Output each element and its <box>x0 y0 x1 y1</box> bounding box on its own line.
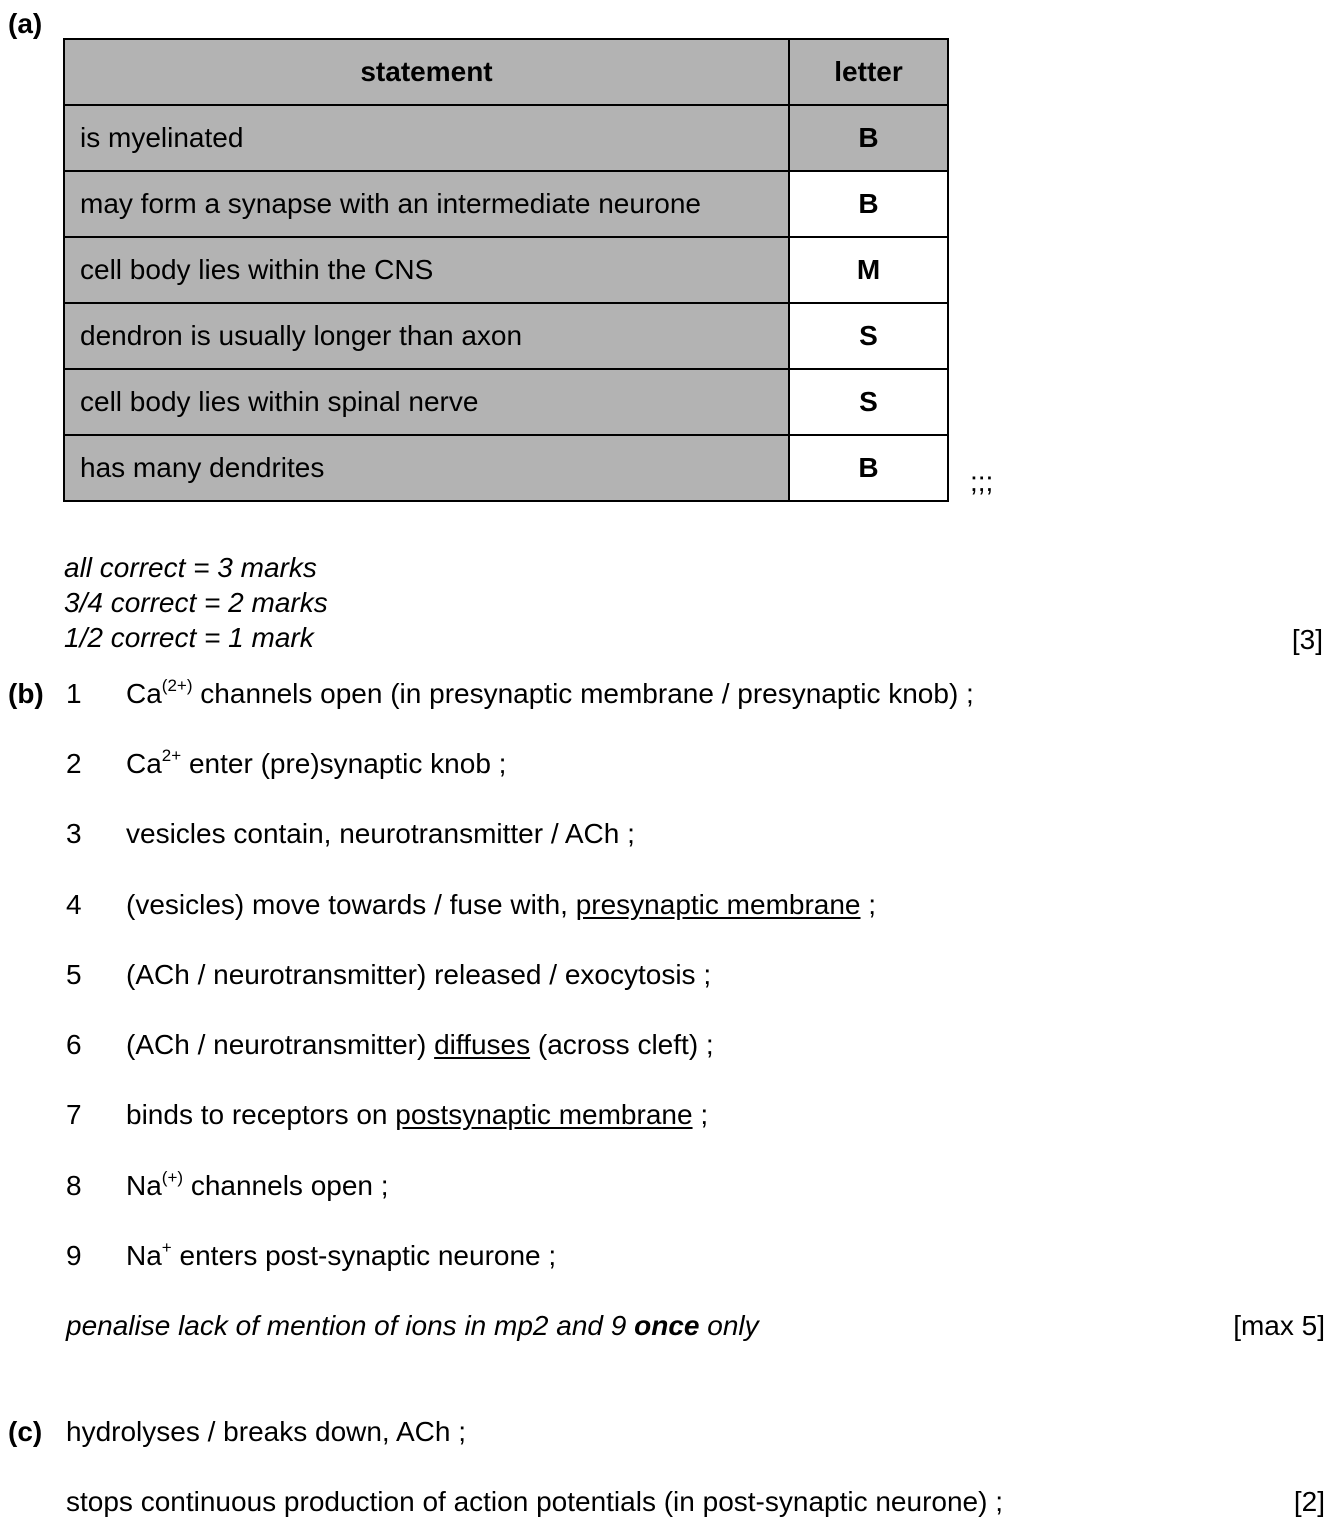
marking-point: binds to receptors on postsynaptic membrane ; <box>126 1099 709 1130</box>
marking-point: vesicles contain, neurotransmitter / ACh ; <box>126 818 635 849</box>
statement-cell: has many dendrites <box>64 435 789 501</box>
point-number: 2 <box>66 748 82 779</box>
answer-line: stops continuous production of action potentials (in post-synaptic neurone) ; <box>66 1486 1004 1517</box>
part-a-marks: [3] <box>1291 624 1323 655</box>
point-number: 3 <box>66 818 82 849</box>
statement-cell: is myelinated <box>64 105 789 171</box>
point-number: 1 <box>66 678 82 709</box>
table-row <box>64 435 948 501</box>
part-b-label: (b) <box>8 678 44 709</box>
statement-cell: may form a synapse with an intermediate neurone <box>64 171 789 237</box>
letter-cell: B <box>789 105 948 171</box>
table-row <box>64 237 948 303</box>
point-number: 8 <box>66 1170 82 1201</box>
part-c-marks: [2] <box>1293 1486 1325 1517</box>
letter-cell: S <box>789 303 948 369</box>
statement-cell: dendron is usually longer than axon <box>64 303 789 369</box>
marking-point: Na+ enters post-synaptic neurone ; <box>126 1238 557 1271</box>
letter-cell: B <box>789 171 948 237</box>
marking-point: $Ca^{(2+)}$ channels open (in presynaptic membrane / presynaptic knob) ; <box>126 676 974 709</box>
marking-point: (ACh / neurotransmitter) diffuses (across cleft) ; <box>126 1029 714 1060</box>
header-statement: statement <box>64 39 789 105</box>
mark-note: 3/4 correct = 2 marks <box>64 587 328 618</box>
answer-table <box>63 38 949 502</box>
tick-marks: ;;; <box>970 466 994 497</box>
statement-cell: cell body lies within spinal nerve <box>64 369 789 435</box>
mark-note: 1/2 correct = 1 mark <box>64 622 314 653</box>
answer-line: hydrolyses / breaks down, ACh ; <box>66 1416 466 1447</box>
mark-note: all correct = 3 marks <box>64 552 317 583</box>
letter-cell: S <box>789 369 948 435</box>
part-a-label: (a) <box>8 8 43 39</box>
table-header-row <box>64 39 948 105</box>
marking-point: (vesicles) move towards / fuse with, presynaptic membrane ; <box>126 889 877 920</box>
part-b-marks: [max 5] <box>1233 1310 1325 1341</box>
point-number: 6 <box>66 1029 82 1060</box>
statement-cell: cell body lies within the CNS <box>64 237 789 303</box>
table-row <box>64 171 948 237</box>
table-row <box>64 369 948 435</box>
table-row <box>64 105 948 171</box>
letter-cell: M <box>789 237 948 303</box>
marking-point: Na(+) channels open ; <box>126 1168 389 1201</box>
letter-cell: B <box>789 435 948 501</box>
marking-point: $Ca^{2+}$ enter (pre)synaptic knob ; <box>126 746 507 779</box>
point-number: 7 <box>66 1099 82 1130</box>
table-row <box>64 303 948 369</box>
point-number: 5 <box>66 959 82 990</box>
point-number: 4 <box>66 889 82 920</box>
marking-note: penalise lack of mention of ions in mp2 and 9 once only <box>66 1310 759 1341</box>
header-letter: letter <box>789 39 948 105</box>
part-c-label: (c) <box>8 1416 43 1447</box>
point-number: 9 <box>66 1240 82 1271</box>
marking-point: (ACh / neurotransmitter) released / exocytosis ; <box>126 959 712 990</box>
